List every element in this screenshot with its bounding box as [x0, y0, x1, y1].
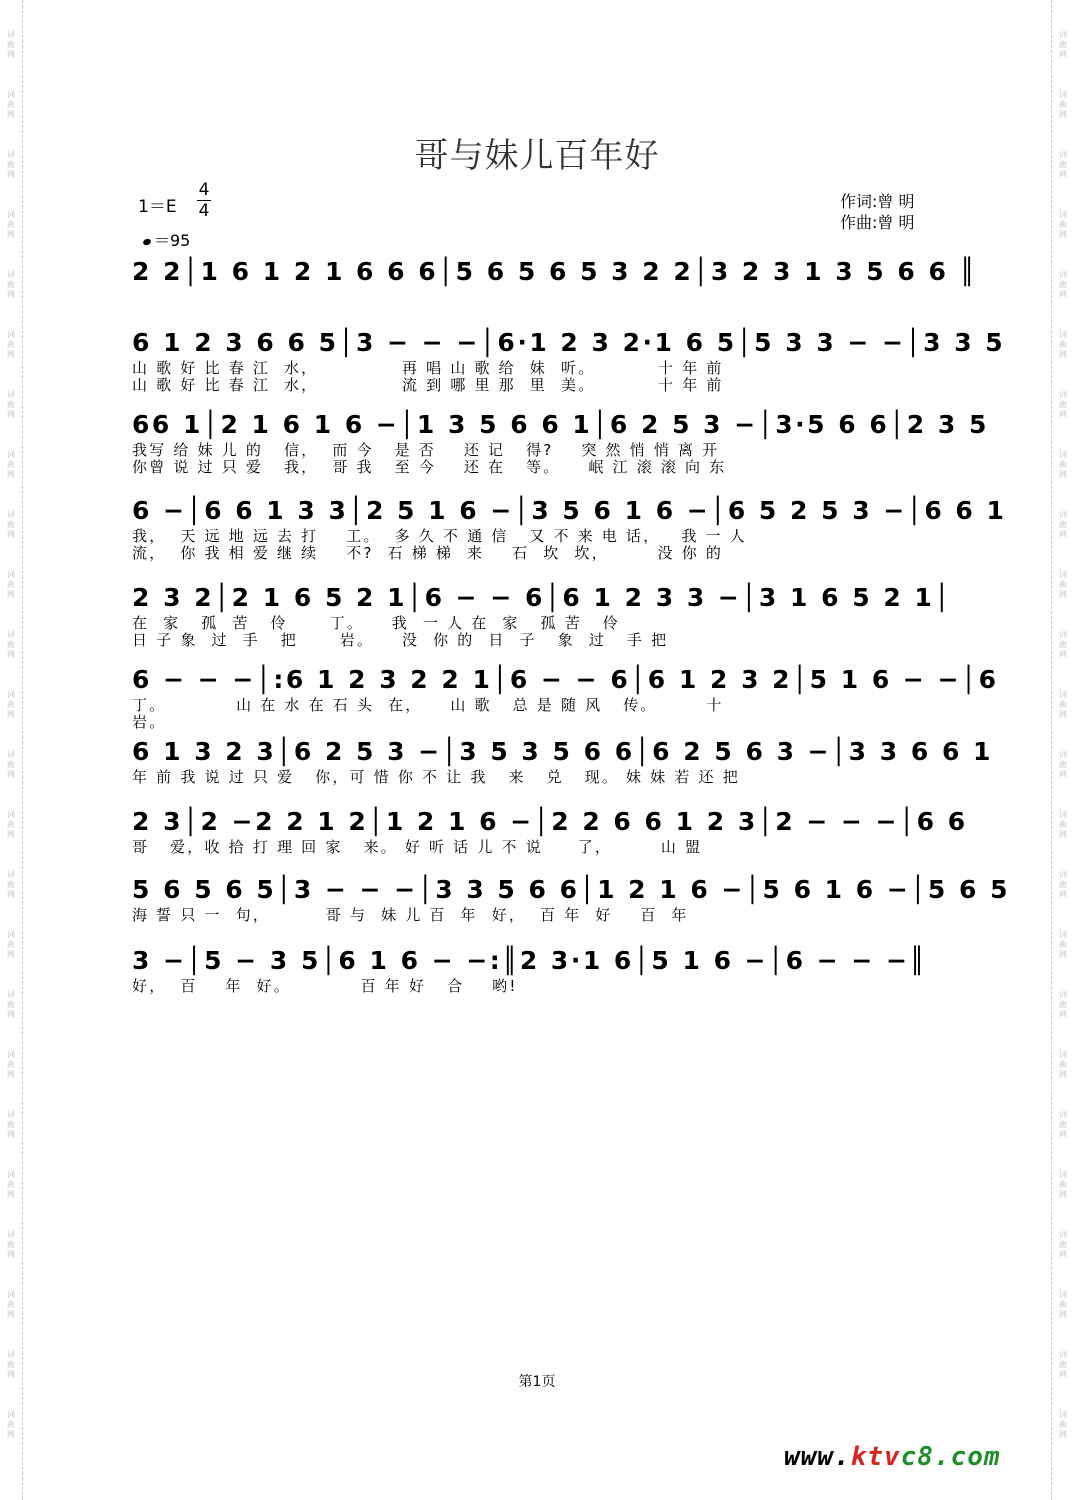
notation-line: 3 −│5 − 3 5│6 1 6 − −:║2 3·1 6│5 1 6 −│6 − − −║ — [132, 946, 928, 975]
score-system — [132, 805, 972, 856]
lyric-line: 哥 爱，收 拾 打 理 回 家 来。 好 听 话 儿 不 说 了， 山 盟 — [132, 838, 703, 856]
watermark-mark: 词曲网 — [7, 570, 15, 599]
score-system — [132, 494, 1007, 562]
watermark-mark: 词曲网 — [1059, 30, 1067, 59]
watermark-mark: 词曲网 — [1059, 270, 1067, 299]
logo-part: ktv — [850, 1442, 901, 1472]
watermark-mark: 词曲网 — [7, 1290, 15, 1319]
composer-credit: 作曲:曾 明 — [840, 213, 915, 232]
notation-line: 6 − − −│:6 1 2 3 2 2 1│6 − − 6│6 1 2 3 2│5 1 6 − −│6 — [132, 665, 999, 694]
lyric-line: 丁。 山 在 水 在 石 头 在， 山 歌 总 是 随 风 传。 十 — [132, 696, 724, 714]
watermark-mark: 词曲网 — [1059, 1290, 1067, 1319]
lyricist-credit: 作词:曾 明 — [840, 192, 915, 211]
watermark-mark: 词曲网 — [1059, 870, 1067, 899]
site-logo — [784, 1442, 1001, 1472]
watermark-mark: 词曲网 — [1059, 90, 1067, 119]
score-system — [132, 581, 972, 649]
lyric-line: 在 家 孤 苦 伶 丁。 我 一 人 在 家 孤 苦 伶 — [132, 614, 620, 632]
watermark-mark: 词曲网 — [7, 1350, 15, 1379]
lyric-line: 山 歌 好 比 春 江 水， 流 到 哪 里 那 里 美。 十 年 前 — [132, 376, 724, 394]
watermark-mark: 词曲网 — [7, 330, 15, 359]
meter-top: 4 — [198, 180, 210, 200]
meter-bottom: 4 — [198, 201, 210, 221]
notation-line: 6 1 2 3 6 6 5│3 − − −│6·1 2 3 2·1 6 5│5 3 3 − −│3 3 5 — [132, 328, 1006, 357]
watermark-mark: 词曲网 — [1059, 1230, 1067, 1259]
watermark-mark: 词曲网 — [1059, 750, 1067, 779]
watermark-mark: 词曲网 — [7, 90, 15, 119]
left-watermark-strip — [0, 0, 23, 1500]
tempo-value: ＝95 — [154, 231, 191, 250]
watermark-mark: 词曲网 — [7, 690, 15, 719]
watermark-mark: 词曲网 — [1059, 150, 1067, 179]
score-system — [132, 663, 999, 731]
watermark-mark: 词曲网 — [1059, 1170, 1067, 1199]
watermark-mark: 词曲网 — [1059, 390, 1067, 419]
watermark-mark: 词曲网 — [1059, 1110, 1067, 1139]
watermark-mark: 词曲网 — [7, 750, 15, 779]
watermark-mark: 词曲网 — [1059, 510, 1067, 539]
watermark-mark: 词曲网 — [7, 810, 15, 839]
watermark-mark: 词曲网 — [7, 510, 15, 539]
watermark-mark: 词曲网 — [7, 1410, 15, 1439]
watermark-mark: 词曲网 — [1059, 930, 1067, 959]
watermark-mark: 词曲网 — [1059, 1050, 1067, 1079]
quarter-note-icon — [142, 237, 152, 245]
time-signature — [195, 180, 213, 221]
watermark-mark: 词曲网 — [1059, 1350, 1067, 1379]
watermark-mark: 词曲网 — [7, 30, 15, 59]
logo-part: c8.com — [900, 1442, 1001, 1472]
watermark-mark: 词曲网 — [7, 210, 15, 239]
right-watermark-strip — [1051, 0, 1074, 1500]
lyric-line: 海 誓 只 一 句， 哥 与 妹 儿 百 年 好， 百 年 好 百 年 — [132, 906, 689, 924]
watermark-mark: 词曲网 — [7, 630, 15, 659]
notation-line: 6 −│6 6 1 3 3│2 5 1 6 −│3 5 6 1 6 −│6 5 2 5 3 −│6 6 1 — [132, 496, 1007, 525]
notation-line: 5 6 5 6 5│3 − − −│3 3 5 6 6│1 2 1 6 −│5 6 1 6 −│5 6 5 — [132, 875, 1010, 904]
watermark-mark: 词曲网 — [7, 1230, 15, 1259]
watermark-mark: 词曲网 — [7, 1170, 15, 1199]
watermark-mark: 词曲网 — [1059, 450, 1067, 479]
notation-line: 2 3 2│2 1 6 5 2 1│6 − − 6│6 1 2 3 3 −│3 1 6 5 2 1│ — [132, 583, 952, 612]
lyric-line: 我， 天 远 地 远 去 打 工。 多 久 不 通 信 又 不 来 电 话， 我 一 人 — [132, 527, 747, 545]
lyric-line: 你曾 说 过 只 爱 我， 哥 我 至 今 还 在 等。 岷 江 滚 滚 向 东 — [132, 458, 727, 476]
page-number: 第1页 — [518, 1374, 556, 1390]
watermark-mark: 词曲网 — [1059, 990, 1067, 1019]
credits — [840, 191, 914, 233]
notation-line: 2 2│1 6 1 2 1 6 6 6│5 6 5 6 5 3 2 2│3 2 3 1 3 5 6 6 ║ — [132, 257, 978, 286]
score-system — [132, 326, 1006, 394]
watermark-mark: 词曲网 — [1059, 330, 1067, 359]
watermark-mark: 词曲网 — [7, 990, 15, 1019]
score-system — [132, 735, 993, 786]
watermark-mark: 词曲网 — [1059, 1410, 1067, 1439]
lyric-line: 山 歌 好 比 春 江 水， 再 唱 山 歌 给 妹 听。 十 年 前 — [132, 359, 724, 377]
notation-line: 66 1│2 1 6 1 6 −│1 3 5 6 6 1│6 2 5 3 −│3·5 6 6│2 3 5 — [132, 410, 989, 439]
watermark-mark: 词曲网 — [7, 1050, 15, 1079]
watermark-mark: 词曲网 — [1059, 570, 1067, 599]
lyric-line: 岩。 — [132, 713, 167, 731]
lyric-line: 我写 给 妹 儿 的 信， 而 今 是 否 还 记 得? 突 然 悄 悄 离 开 — [132, 441, 720, 459]
watermark-mark: 词曲网 — [1059, 630, 1067, 659]
key-signature: 1＝E — [138, 197, 177, 217]
lyric-line: 日 子 象 过 手 把 岩。 没 你 的 日 子 象 过 手 把 — [132, 631, 669, 649]
lyric-line: 好， 百 年 好。 百 年 好 合 哟! — [132, 977, 518, 995]
notation-line: 6 1 3 2 3│6 2 5 3 −│3 5 3 5 6 6│6 2 5 6 3 −│3 3 6 6 1 — [132, 737, 993, 766]
watermark-mark: 词曲网 — [1059, 810, 1067, 839]
lyric-line: 流， 你 我 相 爱 继 续 不? 石 梯 梯 来 石 坎 坎， 没 你 的 — [132, 544, 724, 562]
watermark-mark: 词曲网 — [7, 150, 15, 179]
watermark-mark: 词曲网 — [7, 870, 15, 899]
watermark-mark: 词曲网 — [1059, 210, 1067, 239]
notation-line: 2 3│2 −2 2 1 2│1 2 1 6 −│2 2 6 6 1 2 3│2 − − −│6 6 — [132, 807, 968, 836]
score-system — [132, 408, 989, 476]
watermark-mark: 词曲网 — [7, 1110, 15, 1139]
logo-part: www. — [784, 1442, 851, 1472]
watermark-mark: 词曲网 — [7, 390, 15, 419]
score-system — [132, 255, 978, 289]
watermark-mark: 词曲网 — [7, 930, 15, 959]
song-title: 哥与妹儿百年好 — [414, 136, 660, 176]
watermark-mark: 词曲网 — [7, 450, 15, 479]
lyric-line: 年 前 我 说 过 只 爱 你，可 惜 你 不 让 我 来 兑 现。 妹 妹 若 还 把 — [132, 768, 740, 786]
watermark-mark: 词曲网 — [7, 270, 15, 299]
watermark-mark: 词曲网 — [1059, 690, 1067, 719]
tempo-marking — [143, 228, 190, 251]
score-system — [132, 944, 972, 995]
score-system — [132, 873, 1010, 924]
